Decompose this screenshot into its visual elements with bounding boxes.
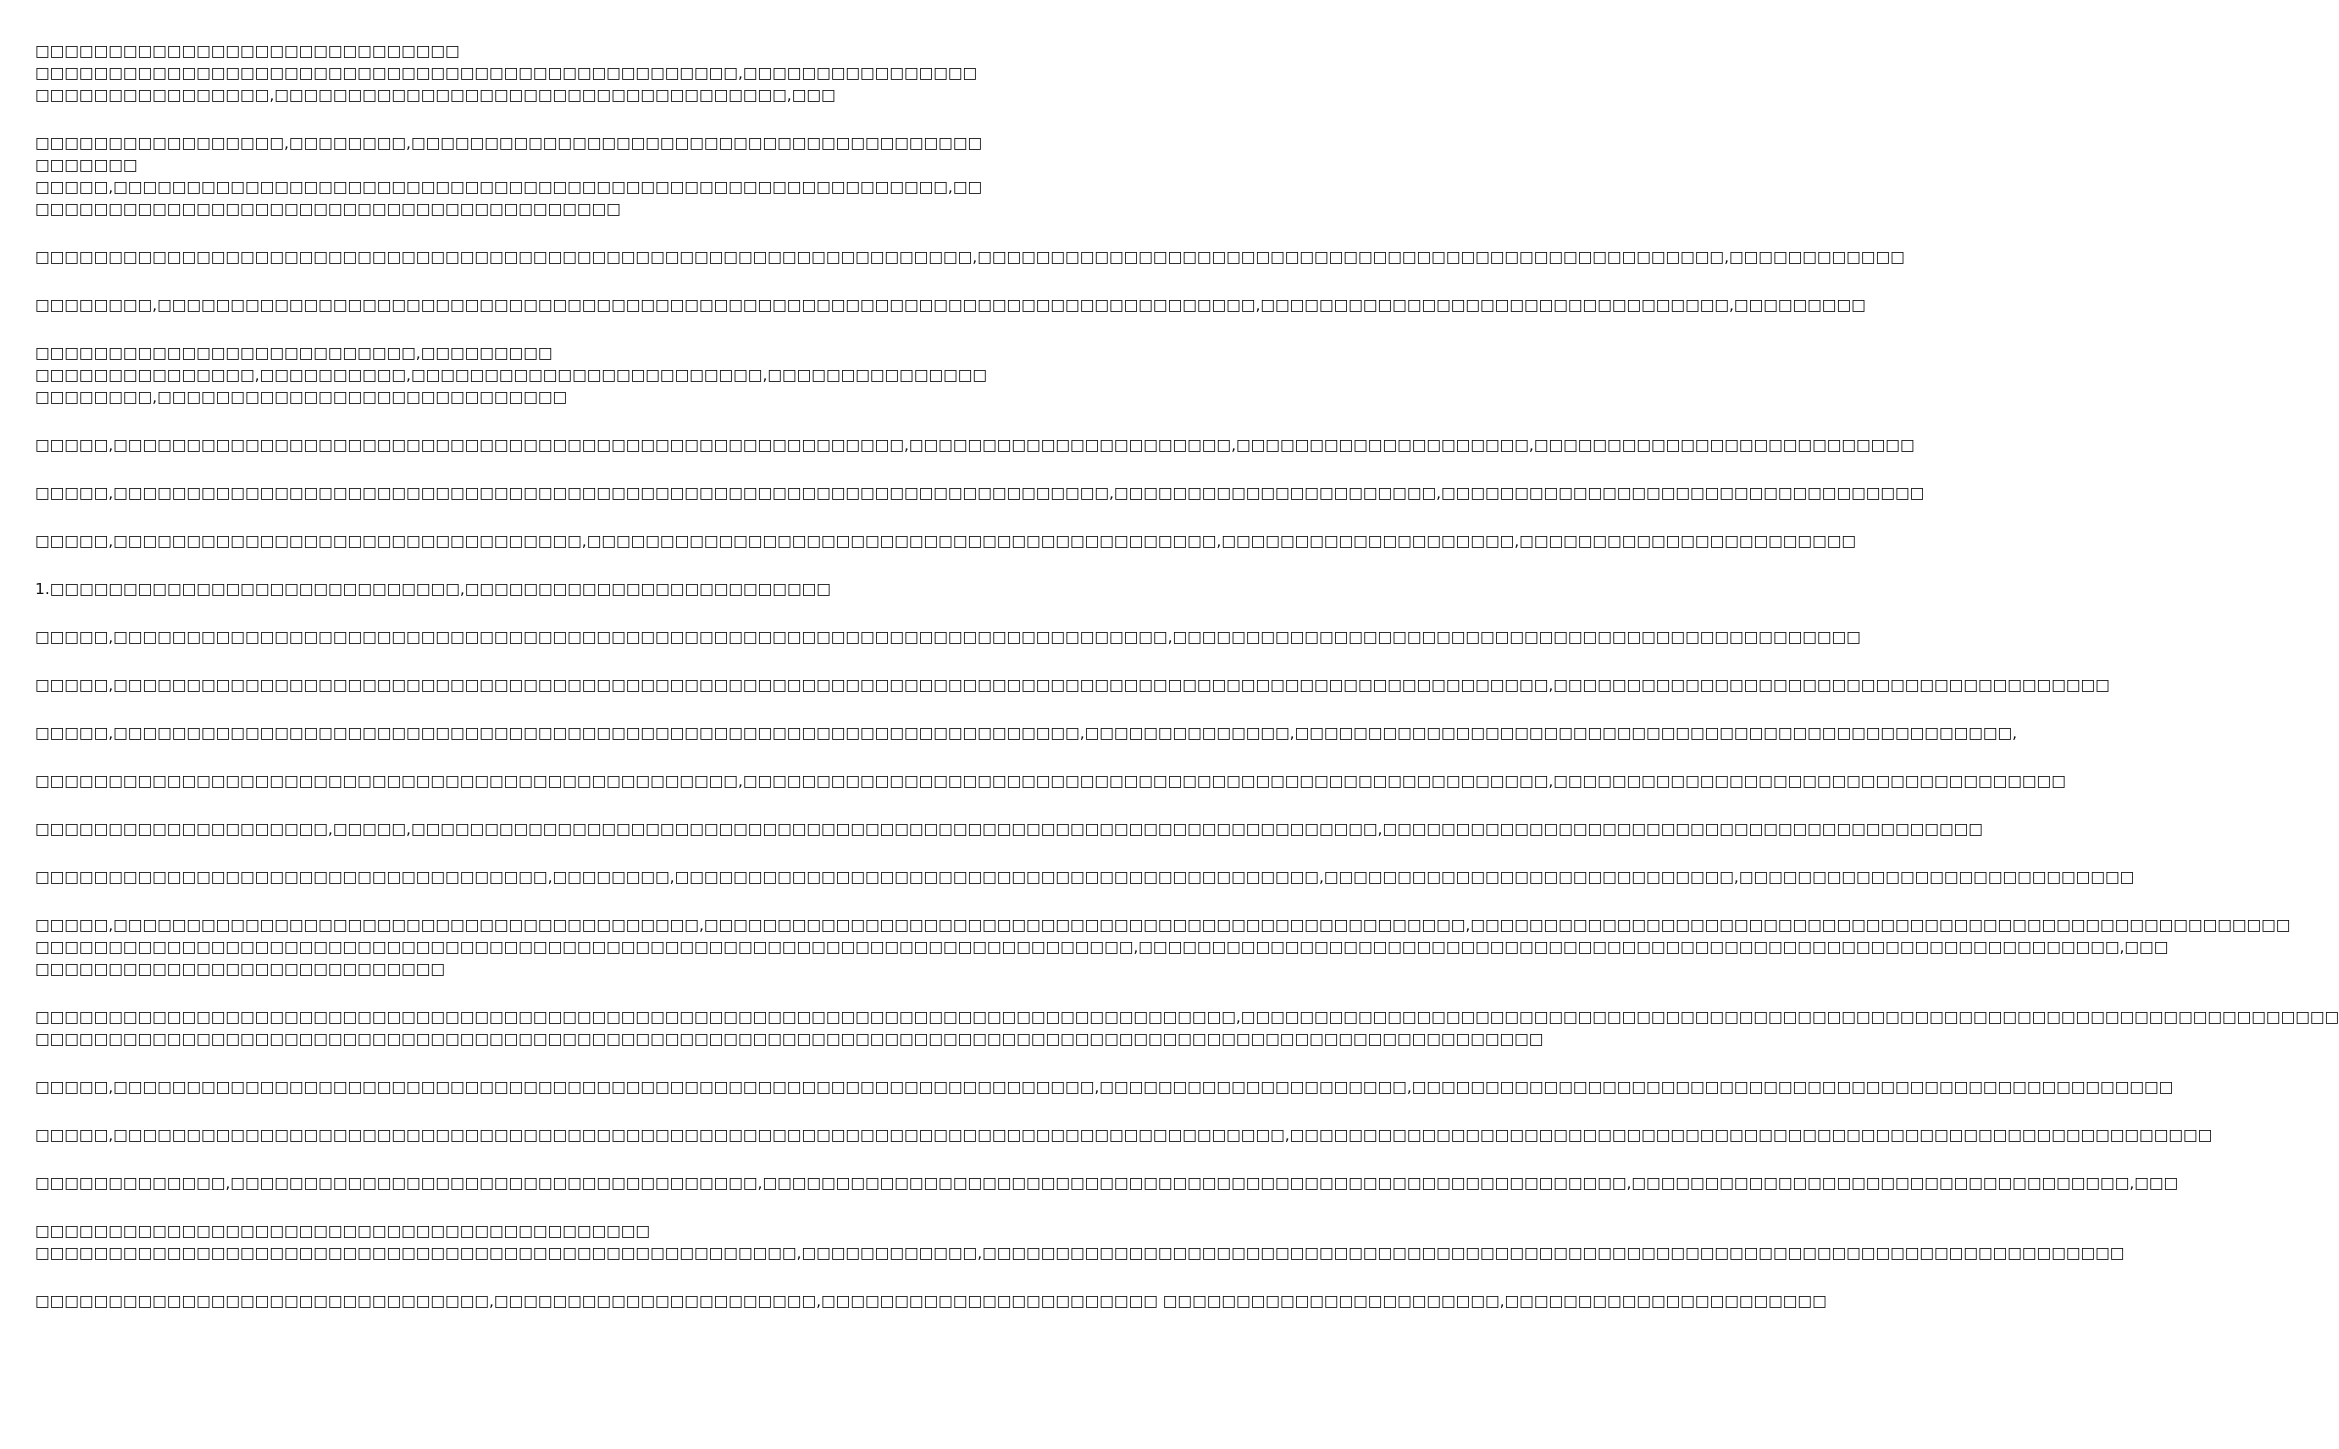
paragraph-21: □□□□□□□□□□□□□□□□□□□□□□□□□□□□□□□,□□□□□□□□□□□□□□□□□□□□□□,□□□□□□□□□□□□□□□□□□□□□□□ □□□□□□□□□□□□□□□□□□□□□□□,□□□□□□□□□□□□□□□□□□□□□□ <box>35 1292 1827 1310</box>
paragraph-10: □□□□□,□□□□□□□□□□□□□□□□□□□□□□□□□□□□□□□□□□□□□□□□□□□□□□□□□□□□□□□□□□□□□□□□□□□□□□□□□□□□□□□□□□□□□□□□□□□□□□□□□□,□□□□□□□□□□□□□□□□□□□□□□□□□□□□□□□□□□□□□□ <box>35 676 2110 694</box>
paragraph-8: □□□□□,□□□□□□□□□□□□□□□□□□□□□□□□□□□□□□□□,□□□□□□□□□□□□□□□□□□□□□□□□□□□□□□□□□□□□□□□□□□□,□□□□□□□□□□□□□□□□□□□□,□□□□□□□□□□□□□□□□□□□□□□□ <box>35 532 1857 550</box>
paragraph-16: □□□□□□□□□□□□□□□□□□□□□□□□□□□□□□□□□□□□□□□□□□□□□□□□□□□□□□□□□□□□□□□□□□□□□□□□□□□□□□□□□□,□□□□□□□□□□□□□□□□□□□□□□□□□□□□□□□□□□□□□□□□□□□□□□□□□□□□□□□□□□□□□□□□□□□□□□□□□□□ □□□□□□□□□□□□□□□□□□□□□□□□□□□□□□□□□□□□□□□□□□□□□□□□□□□□□□□□□□□□□□□□□□□□□□□□□□□□□□□□□□□□□□□□□□□□□□□□□□□□□□□ <box>35 1008 2339 1048</box>
paragraph-9: □□□□□,□□□□□□□□□□□□□□□□□□□□□□□□□□□□□□□□□□□□□□□□□□□□□□□□□□□□□□□□□□□□□□□□□□□□□□□□,□□□□□□□□□□□□□□□□□□□□□□□□□□□□□□□□□□□□□□□□□□□□□□□ <box>35 628 1861 646</box>
paragraph-2: □□□□□□□□□□□□□□□□□,□□□□□□□□,□□□□□□□□□□□□□□□□□□□□□□□□□□□□□□□□□□□□□□□□□□□□□□ □□□□□,□□□□□□□□□□□□□□□□□□□□□□□□□□□□□□□□□□□□□□□□□□□□□□□□□□□□□□□□□,□□□□□□□□□□□□□□□□□□□□□□□□□□□□□□□□□□□□□□□□□□ <box>35 134 983 218</box>
paragraph-3: □□□□□□□□□□□□□□□□□□□□□□□□□□□□□□□□□□□□□□□□□□□□□□□□□□□□□□□□□□□□□□□□,□□□□□□□□□□□□□□□□□□□□□□□□□□□□□□□□□□□□□□□□□□□□□□□□□□□,□□□□□□□□□□□□ <box>35 248 1905 266</box>
paragraph-7: □□□□□,□□□□□□□□□□□□□□□□□□□□□□□□□□□□□□□□□□□□□□□□□□□□□□□□□□□□□□□□□□□□□□□□□□□□,□□□□□□□□□□□□□□□□□□□□□□,□□□□□□□□□□□□□□□□□□□□□□□□□□□□□□□□□ <box>35 484 1925 502</box>
document-body <box>35 40 2339 1440</box>
paragraph-14: □□□□□□□□□□□□□□□□□□□□□□□□□□□□□□□□□□□,□□□□□□□□,□□□□□□□□□□□□□□□□□□□□□□□□□□□□□□□□□□□□□□□□□□□□,□□□□□□□□□□□□□□□□□□□□□□□□□□□□,□□□□□□□□□□□□□□□□□□□□□□□□□□□ <box>35 868 2135 886</box>
paragraph-5: □□□□□□□□□□□□□□□□□□□□□□□□□□,□□□□□□□□□ □□□□□□□□□□□□□□□,□□□□□□□□□□,□□□□□□□□□□□□□□□□□□□□□□□□,□□□□□□□□□□□□□□□□□□□□□□□,□□□□□□□□□□□□□□□□□□□□□□□□□□□□ <box>35 344 988 406</box>
paragraph-20: □□□□□□□□□□□□□□□□□□□□□□□□□□□□□□□□□□□□□□□□□□ □□□□□□□□□□□□□□□□□□□□□□□□□□□□□□□□□□□□□□□□□□□□□□□□□□□□,□□□□□□□□□□□□,□□□□□□□□□□□□□□□□□□□□□□□□□□□□□□□□□□□□□□□□□□□□□□□□□□□□□□□□□□□□□□□□□□□□□□□□□□□□□□ <box>35 1222 2125 1262</box>
paragraph-6: □□□□□,□□□□□□□□□□□□□□□□□□□□□□□□□□□□□□□□□□□□□□□□□□□□□□□□□□□□□□,□□□□□□□□□□□□□□□□□□□□□□,□□□□□□□□□□□□□□□□□□□□,□□□□□□□□□□□□□□□□□□□□□□□□□□ <box>35 436 1915 454</box>
section-heading-1: 1.□□□□□□□□□□□□□□□□□□□□□□□□□□□□,□□□□□□□□□□□□□□□□□□□□□□□□□ <box>35 580 831 598</box>
paragraph-1: □□□□□□□□□□□□□□□□□□□□□□□□□□□□□ □□□□□□□□□□□□□□□□□□□□□□□□□□□□□□□□□□□□□□□□□□□□□□□□,□□□□□□□□□□□□□□□□□□□□□□□□□□□□□□□□,□□□□□□□□□□□□□□□□□□□□□□□□□□□□□□□□□□□,□□□ <box>35 42 978 104</box>
paragraph-12: □□□□□□□□□□□□□□□□□□□□□□□□□□□□□□□□□□□□□□□□□□□□□□□□,□□□□□□□□□□□□□□□□□□□□□□□□□□□□□□□□□□□□□□□□□□□□□□□□□□□□□□□,□□□□□□□□□□□□□□□□□□□□□□□□□□□□□□□□□□□ <box>35 772 2066 790</box>
paragraph-13: □□□□□□□□□□□□□□□□□□□□,□□□□□,□□□□□□□□□□□□□□□□□□□□□□□□□□□□□□□□□□□□□□□□□□□□□□□□□□□□□□□□□□□□□□□□□□,□□□□□□□□□□□□□□□□□□□□□□□□□□□□□□□□□□□□□□□□□ <box>35 820 1983 838</box>
paragraph-11: □□□□□,□□□□□□□□□□□□□□□□□□□□□□□□□□□□□□□□□□□□□□□□□□□□□□□□□□□□□□□□□□□□□□□□□□,□□□□□□□□□□□□□□,□□□□□□□□□□□□□□□□□□□□□□□□□□□□□□□□□□□□□□□□□□□□□□□□□, <box>35 724 2018 742</box>
paragraph-17: □□□□□,□□□□□□□□□□□□□□□□□□□□□□□□□□□□□□□□□□□□□□□□□□□□□□□□□□□□□□□□□□□□□□□□□□□,□□□□□□□□□□□□□□□□□□□□□,□□□□□□□□□□□□□□□□□□□□□□□□□□□□□□□□□□□□□□□□□□□□□□□□□□□□ <box>35 1078 2174 1096</box>
paragraph-19: □□□□□□□□□□□□□,□□□□□□□□□□□□□□□□□□□□□□□□□□□□□□□□□□□□,□□□□□□□□□□□□□□□□□□□□□□□□□□□□□□□□□□□□□□□□□□□□□□□□□□□□□□□□□□□,□□□□□□□□□□□□□□□□□□□□□□□□□□□□□□□□□□,□□□ <box>35 1174 2179 1192</box>
paragraph-15: □□□□□,□□□□□□□□□□□□□□□□□□□□□□□□□□□□□□□□□□□□□□□□,□□□□□□□□□□□□□□□□□□□□□□□□□□□□□□□□□□□□□□□□□□□□□□□□□□□□,□□□□□□□□□□□□□□□□□□□□□□□□□□□□□□□□□□□□□□□□□□□□□□□□□□□□□□□□ □□□□□□□□□□□□□□□□□□□□□□□□□□□□□□□□□□□□□□□□□□□□□□□□□□□□□□□□□□□□□□□□□□□□□□□□□□□,□□□□□□□□□□□□□□□□□□□□□□□□□□□□□□□□□□□□□□□□□□□□□□□□□□□□□□□□□□□□□□□□□□□,□□□ □□□□□□□□□□□□□□□□□□□□□□□□□□□□ <box>35 916 2291 978</box>
paragraph-4: □□□□□□□□,□□□□□□□□□□□□□□□□□□□□□□□□□□□□□□□□□□□□□□□□□□□□□□□□□□□□□□□□□□□□□□□□□□□□□□□□□□□,□□□□□□□□□□□□□□□□□□□□□□□□□□□□□□□□,□□□□□□□□□ <box>35 296 1866 314</box>
paragraph-18: □□□□□,□□□□□□□□□□□□□□□□□□□□□□□□□□□□□□□□□□□□□□□□□□□□□□□□□□□□□□□□□□□□□□□□□□□□□□□□□□□□□□□□,□□□□□□□□□□□□□□□□□□□□□□□□□□□□□□□□□□□□□□□□□□□□□□□□□□□□□□□□□□□□□□□ <box>35 1126 2213 1144</box>
